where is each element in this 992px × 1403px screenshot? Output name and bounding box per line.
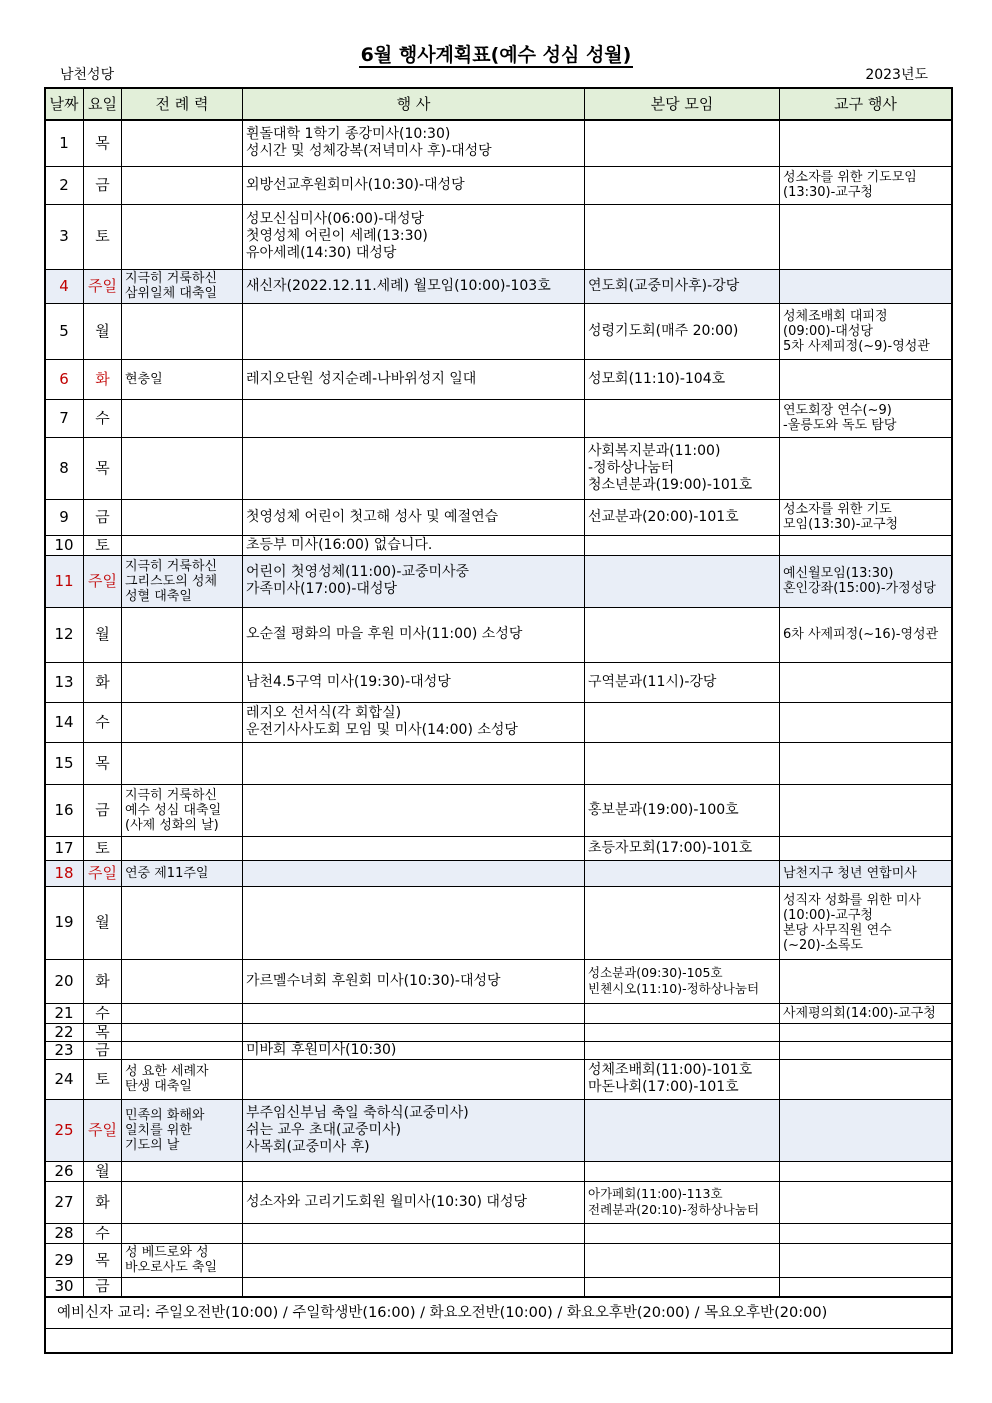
diocese-event-cell (780, 269, 952, 303)
event-cell (243, 535, 585, 555)
table-row (45, 1243, 952, 1277)
event-cell (243, 959, 585, 1003)
liturgy-cell-line: 성 요한 세례자 (125, 1064, 209, 1079)
diocese-event-cell-line: 성소자를 위한 기도 (783, 502, 892, 517)
diocese-event-cell-line: 혼인강좌(15:00)-가정성당 (783, 581, 936, 596)
parish-meeting-cell-line: -정하상나눔터 (588, 459, 675, 476)
diocese-event-cell (780, 499, 952, 535)
event-cell-line: 부주임신부님 축일 축하식(교중미사) (246, 1104, 469, 1121)
date-cell: 22 (45, 1023, 84, 1041)
weekday-cell: 금 (84, 784, 122, 836)
weekday-cell: 토 (84, 535, 122, 555)
parish-meeting-cell-line: 성모회(11:10)-104호 (588, 370, 726, 387)
diocese-event-cell-line: -울릉도와 독도 탐당 (783, 418, 897, 433)
liturgy-cell-line: 탄생 대축일 (125, 1079, 192, 1094)
weekday-cell: 목 (84, 437, 122, 499)
event-cell (243, 204, 585, 269)
parish-meeting-cell (585, 607, 780, 662)
liturgy-cell (122, 166, 243, 204)
event-cell (243, 836, 585, 860)
event-cell (243, 1243, 585, 1277)
diocese-event-cell (780, 860, 952, 886)
schedule-table (44, 87, 952, 1329)
table-row (45, 784, 952, 836)
table-row (45, 1277, 952, 1297)
table-row (45, 1041, 952, 1059)
date-cell: 13 (45, 662, 84, 702)
diocese-event-cell (780, 836, 952, 860)
diocese-event-cell-line: 성체조배회 대피정 (783, 308, 888, 324)
weekday-cell: 월 (84, 607, 122, 662)
weekday-cell: 토 (84, 1059, 122, 1099)
diocese-event-cell-line: (13:30)-교구청 (783, 185, 873, 200)
event-cell-line: 휜돌대학 1학기 종강미사(10:30) (246, 126, 451, 143)
event-cell-line: 첫영성체 어린이 세례(13:30) (246, 228, 428, 244)
footer-row (45, 1297, 952, 1329)
table-row (45, 269, 952, 303)
parish-meeting-cell (585, 359, 780, 399)
diocese-event-cell (780, 1223, 952, 1243)
parish-meeting-cell (585, 1041, 780, 1059)
liturgy-cell (122, 860, 243, 886)
liturgy-cell (122, 1223, 243, 1243)
diocese-event-cell (780, 359, 952, 399)
diocese-event-cell (780, 204, 952, 269)
liturgy-cell-line: 현충일 (125, 371, 163, 387)
weekday-cell: 목 (84, 1023, 122, 1041)
parish-meeting-cell (585, 269, 780, 303)
liturgy-cell (122, 742, 243, 784)
date-cell: 9 (45, 499, 84, 535)
liturgy-cell (122, 303, 243, 359)
liturgy-cell (122, 359, 243, 399)
event-cell (243, 1099, 585, 1161)
event-cell (243, 437, 585, 499)
date-cell: 18 (45, 860, 84, 886)
liturgy-cell (122, 437, 243, 499)
parish-meeting-cell (585, 1181, 780, 1223)
event-cell-line: 오순절 평화의 마을 후원 미사(11:00) 소성당 (246, 626, 523, 642)
parish-meeting-cell-line: 성체조배회(11:00)-101호 (588, 1062, 753, 1078)
liturgy-cell (122, 959, 243, 1003)
weekday-cell: 월 (84, 886, 122, 959)
diocese-event-cell (780, 1041, 952, 1059)
weekday-cell: 주일 (84, 269, 122, 303)
diocese-event-cell-line: 본당 사무직원 연수 (783, 922, 892, 938)
event-cell (243, 269, 585, 303)
event-cell-line: 레지오단원 성지순례-나바위성지 일대 (246, 370, 477, 387)
liturgy-cell (122, 1041, 243, 1059)
parish-meeting-cell-line: 마돈나회(17:00)-101호 (588, 1079, 739, 1095)
weekday-cell: 목 (84, 120, 122, 166)
date-cell: 16 (45, 784, 84, 836)
date-cell: 3 (45, 204, 84, 269)
table-row (45, 359, 952, 399)
table-row (45, 555, 952, 607)
event-cell-line: 가르멜수녀회 후원회 미사(10:30)-대성당 (246, 972, 501, 989)
table-row (45, 166, 952, 204)
liturgy-cell (122, 120, 243, 166)
header-liturgy: 전 례 력 (122, 88, 243, 120)
event-cell (243, 860, 585, 886)
parish-meeting-cell-line: 연도회(교중미사후)-강당 (588, 277, 740, 294)
parish-meeting-cell-line: 초등자모회(17:00)-101호 (588, 839, 753, 856)
parish-meeting-cell (585, 662, 780, 702)
table-row (45, 742, 952, 784)
diocese-event-cell (780, 303, 952, 359)
weekday-cell: 금 (84, 1277, 122, 1297)
diocese-event-cell (780, 166, 952, 204)
parish-meeting-cell-line: 빈첸시오(11:10)-정하상나눔터 (588, 981, 760, 996)
diocese-event-cell (780, 437, 952, 499)
liturgy-cell (122, 886, 243, 959)
table-row (45, 1003, 952, 1023)
liturgy-cell-line: (사제 성화의 날) (125, 817, 219, 833)
parish-meeting-cell (585, 886, 780, 959)
diocese-event-cell-line: 모임(13:30)-교구청 (783, 517, 899, 532)
liturgy-cell-line: 성 베드로와 성 (125, 1245, 209, 1260)
liturgy-cell-line: 바오로사도 축일 (125, 1260, 218, 1275)
event-cell (243, 662, 585, 702)
event-cell-line: 미바회 후원미사(10:30) (246, 1041, 397, 1058)
liturgy-cell-line: 예수 성심 대축일 (125, 802, 222, 818)
table-row (45, 1023, 952, 1041)
liturgy-cell-line: 그리스도의 성체 (125, 573, 218, 589)
diocese-event-cell (780, 1277, 952, 1297)
parish-meeting-cell-line: 구역분과(11시)-강당 (588, 673, 717, 690)
event-cell-line: 어린이 첫영성체(11:00)-교중미사중 (246, 564, 470, 580)
diocese-event-cell (780, 399, 952, 437)
event-cell-line: 사목회(교중미사 후) (246, 1138, 370, 1155)
parish-meeting-cell (585, 1003, 780, 1023)
weekday-cell: 수 (84, 1223, 122, 1243)
parish-meeting-cell-line: 아가페회(11:00)-113호 (588, 1186, 723, 1201)
event-cell (243, 120, 585, 166)
weekday-cell: 금 (84, 499, 122, 535)
liturgy-cell (122, 399, 243, 437)
event-cell-line: 레지오 선서식(각 회합실) (246, 705, 402, 721)
event-cell (243, 359, 585, 399)
date-cell: 15 (45, 742, 84, 784)
event-cell-line: 성모신심미사(06:00)-대성당 (246, 211, 425, 227)
event-cell (243, 702, 585, 742)
date-cell: 17 (45, 836, 84, 860)
weekday-cell: 월 (84, 303, 122, 359)
weekday-cell: 주일 (84, 860, 122, 886)
parish-meeting-cell (585, 959, 780, 1003)
event-cell-line: 첫영성체 어린이 첫고해 성사 및 예절연습 (246, 508, 499, 525)
diocese-event-cell (780, 1023, 952, 1041)
date-cell: 2 (45, 166, 84, 204)
diocese-event-cell (780, 886, 952, 959)
event-cell (243, 1277, 585, 1297)
date-cell: 5 (45, 303, 84, 359)
date-cell: 14 (45, 702, 84, 742)
date-cell: 30 (45, 1277, 84, 1297)
diocese-event-cell-line: (~20)-소록도 (783, 937, 863, 953)
weekday-cell: 화 (84, 662, 122, 702)
liturgy-cell (122, 1181, 243, 1223)
event-cell-line: 외방선교후원회미사(10:30)-대성당 (246, 176, 465, 193)
liturgy-cell (122, 269, 243, 303)
event-cell-line: 쉬는 교우 초대(교중미사) (246, 1121, 402, 1138)
liturgy-cell-line: 성혈 대축일 (125, 588, 192, 604)
event-cell (243, 1041, 585, 1059)
weekday-cell: 수 (84, 1003, 122, 1023)
event-cell (243, 1223, 585, 1243)
date-cell: 10 (45, 535, 84, 555)
event-cell (243, 1003, 585, 1023)
parish-meeting-cell (585, 742, 780, 784)
diocese-event-cell (780, 662, 952, 702)
date-cell: 27 (45, 1181, 84, 1223)
table-row (45, 303, 952, 359)
diocese-event-cell (780, 1243, 952, 1277)
liturgy-cell (122, 702, 243, 742)
parish-meeting-cell (585, 1023, 780, 1041)
diocese-event-cell-line: 연도회장 연수(~9) (783, 403, 892, 418)
diocese-event-cell-line: 사제평의회(14:00)-교구청 (783, 1005, 936, 1021)
diocese-event-cell-line: 6차 사제피정(~16)-영성관 (783, 627, 939, 642)
event-cell (243, 607, 585, 662)
event-cell (243, 555, 585, 607)
event-cell-line: 유아세례(14:30) 대성당 (246, 245, 397, 261)
parish-meeting-cell-line: 전례분과(20:10)-정하상나눔터 (588, 1202, 760, 1217)
parish-meeting-cell (585, 784, 780, 836)
date-cell: 11 (45, 555, 84, 607)
liturgy-cell (122, 784, 243, 836)
liturgy-cell (122, 1023, 243, 1041)
table-row (45, 1099, 952, 1161)
header-row (45, 88, 952, 120)
weekday-cell: 토 (84, 204, 122, 269)
event-cell-line: 초등부 미사(16:00) 없습니다. (246, 536, 433, 553)
parish-meeting-cell (585, 702, 780, 742)
liturgy-cell-line: 일치를 위한 (125, 1122, 192, 1138)
liturgy-cell (122, 1099, 243, 1161)
event-cell (243, 1059, 585, 1099)
table-row (45, 607, 952, 662)
table-row (45, 120, 952, 166)
table-row (45, 535, 952, 555)
liturgy-cell-line: 지극히 거룩하신 (125, 558, 218, 574)
table-row (45, 1223, 952, 1243)
event-cell (243, 1023, 585, 1041)
liturgy-cell (122, 836, 243, 860)
parish-meeting-cell (585, 1277, 780, 1297)
table-row (45, 1059, 952, 1099)
liturgy-cell (122, 1059, 243, 1099)
event-cell (243, 399, 585, 437)
table-row (45, 702, 952, 742)
parish-name: 남천성당 (60, 67, 115, 83)
diocese-event-cell (780, 784, 952, 836)
parish-meeting-cell-line: 홍보분과(19:00)-100호 (588, 801, 739, 818)
weekday-cell: 수 (84, 399, 122, 437)
diocese-event-cell (780, 1161, 952, 1181)
weekday-cell: 화 (84, 359, 122, 399)
parish-meeting-cell-line: 성소분과(09:30)-105호 (588, 965, 723, 980)
catechism-note: 예비신자 교리: 주일오전반(10:00) / 주일학생반(16:00) / 화요오전반(10:00) / 화요오후반(20:00) / 목요오후반(20:00) (45, 1297, 952, 1329)
diocese-event-cell-line: (10:00)-교구청 (783, 907, 873, 923)
parish-meeting-cell (585, 499, 780, 535)
liturgy-cell (122, 1277, 243, 1297)
liturgy-cell (122, 535, 243, 555)
date-cell: 12 (45, 607, 84, 662)
weekday-cell: 수 (84, 702, 122, 742)
date-cell: 20 (45, 959, 84, 1003)
diocese-event-cell-line: 남천지구 청년 연합미사 (783, 865, 917, 881)
diocese-event-cell-line: 성직자 성화를 위한 미사 (783, 892, 921, 908)
table-row (45, 860, 952, 886)
header-date: 날짜 (45, 88, 84, 120)
event-cell (243, 1181, 585, 1223)
parish-meeting-cell (585, 555, 780, 607)
date-cell: 28 (45, 1223, 84, 1243)
parish-meeting-cell (585, 1223, 780, 1243)
event-cell-line: 남천4.5구역 미사(19:30)-대성당 (246, 673, 451, 690)
weekday-cell: 주일 (84, 555, 122, 607)
diocese-event-cell (780, 959, 952, 1003)
event-cell-line: 성시간 및 성체강복(저녁미사 후)-대성당 (246, 143, 492, 160)
header-parish-meetings: 본당 모임 (585, 88, 780, 120)
date-cell: 4 (45, 269, 84, 303)
liturgy-cell-line: 지극히 거룩하신 (125, 271, 218, 286)
diocese-event-cell-line: 예신월모임(13:30) (783, 566, 894, 581)
parish-meeting-cell-line: 선교분과(20:00)-101호 (588, 508, 739, 525)
date-cell: 6 (45, 359, 84, 399)
liturgy-cell (122, 1161, 243, 1181)
weekday-cell: 목 (84, 742, 122, 784)
date-cell: 19 (45, 886, 84, 959)
event-cell-line: 가족미사(17:00)-대성당 (246, 581, 397, 597)
parish-meeting-cell (585, 1059, 780, 1099)
weekday-cell: 화 (84, 959, 122, 1003)
liturgy-cell (122, 607, 243, 662)
event-cell (243, 784, 585, 836)
liturgy-cell (122, 204, 243, 269)
parish-meeting-cell-line: 청소년분과(19:00)-101호 (588, 476, 753, 493)
date-cell: 26 (45, 1161, 84, 1181)
date-cell: 25 (45, 1099, 84, 1161)
diocese-event-cell (780, 1003, 952, 1023)
diocese-event-cell (780, 555, 952, 607)
event-cell-line: 새신자(2022.12.11.세례) 월모임(10:00)-103호 (246, 277, 551, 294)
date-cell: 24 (45, 1059, 84, 1099)
diocese-event-cell (780, 1181, 952, 1223)
diocese-event-cell-line: 5차 사제피정(~9)-영성관 (783, 338, 930, 354)
table-row (45, 959, 952, 1003)
table-row (45, 886, 952, 959)
table-row (45, 1181, 952, 1223)
liturgy-cell-line: 민족의 화해와 (125, 1107, 205, 1123)
event-cell (243, 886, 585, 959)
event-cell (243, 1161, 585, 1181)
liturgy-cell (122, 499, 243, 535)
parish-meeting-cell (585, 399, 780, 437)
liturgy-cell-line: 지극히 거룩하신 (125, 787, 218, 803)
weekday-cell: 월 (84, 1161, 122, 1181)
event-cell (243, 303, 585, 359)
liturgy-cell (122, 1003, 243, 1023)
parish-meeting-cell (585, 1099, 780, 1161)
weekday-cell: 목 (84, 1243, 122, 1277)
diocese-event-cell (780, 1059, 952, 1099)
weekday-cell: 화 (84, 1181, 122, 1223)
parish-meeting-cell (585, 535, 780, 555)
diocese-event-cell (780, 120, 952, 166)
table-row (45, 204, 952, 269)
parish-meeting-cell (585, 437, 780, 499)
table-row (45, 1161, 952, 1181)
parish-meeting-cell (585, 836, 780, 860)
table-row (45, 399, 952, 437)
table-row (45, 662, 952, 702)
parish-meeting-cell (585, 166, 780, 204)
table-row (45, 499, 952, 535)
liturgy-cell (122, 1243, 243, 1277)
diocese-event-cell (780, 742, 952, 784)
header-events: 행 사 (243, 88, 585, 120)
event-cell (243, 166, 585, 204)
diocese-event-cell (780, 607, 952, 662)
event-cell-line: 운전기사사도회 모임 및 미사(14:00) 소성당 (246, 722, 518, 738)
parish-meeting-cell-line: 사회복지분과(11:00) (588, 442, 721, 459)
date-cell: 1 (45, 120, 84, 166)
event-cell (243, 499, 585, 535)
event-cell-line: 성소자와 고리기도회원 월미사(10:30) 대성당 (246, 1193, 528, 1210)
table-row (45, 437, 952, 499)
header-diocese-events: 교구 행사 (780, 88, 952, 120)
header-weekday: 요일 (84, 88, 122, 120)
diocese-event-cell (780, 1099, 952, 1161)
weekday-cell: 금 (84, 166, 122, 204)
diocese-event-cell-line: 성소자를 위한 기도모임 (783, 170, 917, 185)
page-title: 6월 행사계획표(예수 성심 성월) (360, 44, 632, 66)
liturgy-cell-line: 연중 제11주일 (125, 865, 209, 881)
date-cell: 21 (45, 1003, 84, 1023)
weekday-cell: 주일 (84, 1099, 122, 1161)
date-cell: 29 (45, 1243, 84, 1277)
liturgy-cell (122, 662, 243, 702)
parish-meeting-cell (585, 860, 780, 886)
liturgy-cell-line: 삼위일체 대축일 (125, 286, 218, 301)
year-label: 2023년도 (865, 67, 928, 83)
table-row (45, 836, 952, 860)
date-cell: 7 (45, 399, 84, 437)
diocese-event-cell-line: (09:00)-대성당 (783, 323, 873, 339)
parish-meeting-cell (585, 1243, 780, 1277)
parish-meeting-cell-line: 성령기도회(매주 20:00) (588, 322, 739, 339)
diocese-event-cell (780, 535, 952, 555)
weekday-cell: 금 (84, 1041, 122, 1059)
diocese-event-cell (780, 702, 952, 742)
liturgy-cell (122, 555, 243, 607)
event-cell (243, 742, 585, 784)
date-cell: 23 (45, 1041, 84, 1059)
parish-meeting-cell (585, 120, 780, 166)
weekday-cell: 토 (84, 836, 122, 860)
date-cell: 8 (45, 437, 84, 499)
parish-meeting-cell (585, 204, 780, 269)
liturgy-cell-line: 기도의 날 (125, 1137, 180, 1153)
parish-meeting-cell (585, 1161, 780, 1181)
parish-meeting-cell (585, 303, 780, 359)
